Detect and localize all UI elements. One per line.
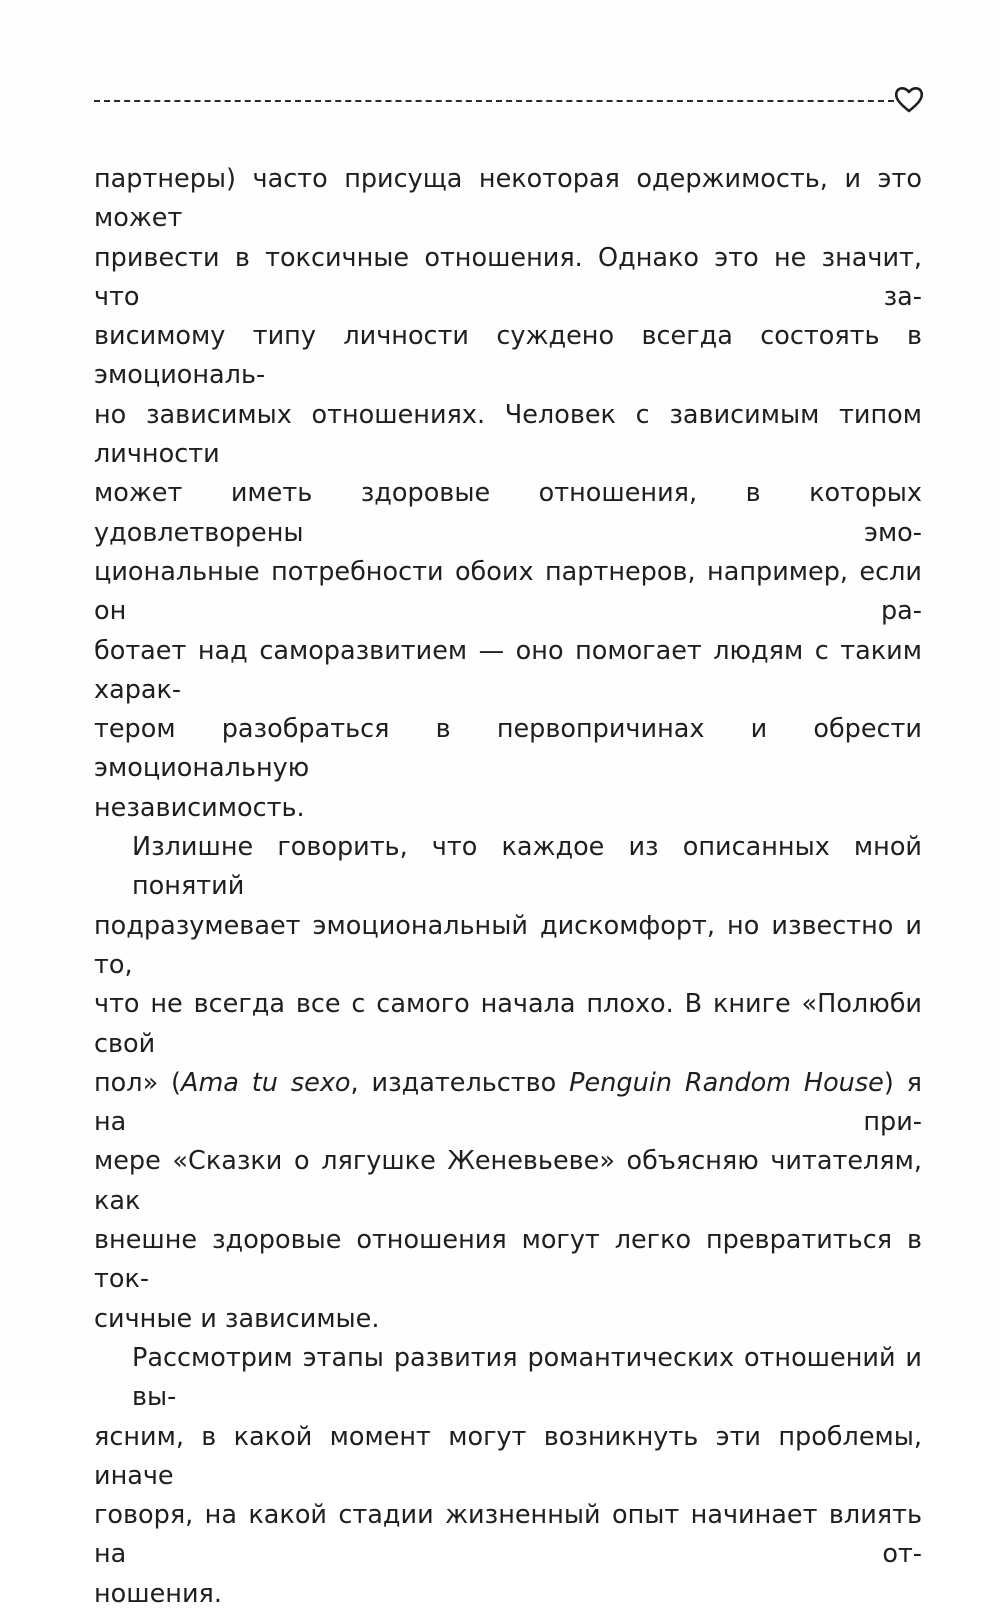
- text-line: внешне здоровые отношения могут легко превратиться в ток-: [94, 1225, 922, 1295]
- paragraph-1: [94, 160, 922, 828]
- body-text: [94, 160, 922, 1614]
- publisher-italic: Penguin Random House: [569, 1067, 884, 1098]
- text-line: говоря, на какой стадии жизненный опыт начинает влиять на от-: [94, 1500, 922, 1570]
- text-fragment: пол» (: [94, 1067, 182, 1098]
- book-title-italic: Ama tu sexo: [181, 1067, 351, 1098]
- text-line: что не всегда все с самого начала плохо. В книге «Полюби свой: [94, 989, 922, 1059]
- header-dashed-rule: [94, 100, 894, 102]
- text-line: тером разобраться в первопричинах и обрести эмоциональную: [94, 714, 922, 784]
- text-line: сичные и зависимые.: [94, 1303, 380, 1334]
- text-fragment: ) я на при-: [94, 1067, 922, 1138]
- text-line: циональные потребности обоих партнеров, например, если он ра-: [94, 556, 922, 627]
- heart-outline-icon: [893, 84, 925, 114]
- paragraph-2: [94, 828, 922, 1339]
- text-line: партнеры) часто присуща некоторая одержимость, и это может: [94, 164, 922, 234]
- text-line: висимому типу личности суждено всегда состоять в эмоциональ-: [94, 321, 922, 391]
- text-line: подразумевает эмоциональный дискомфорт, но известно и то,: [94, 910, 922, 980]
- text-line: мере «Сказки о лягушке Женевьеве» объясняю читателям, как: [94, 1146, 922, 1216]
- text-line: Рассмотрим этапы развития романтических отношений и вы-: [132, 1342, 922, 1413]
- text-line: ношения.: [94, 1578, 222, 1609]
- text-line: ботает над саморазвитием — оно помогает людям с таким харак-: [94, 635, 922, 705]
- text-line: привести в токсичные отношения. Однако это не значит, что за-: [94, 242, 922, 312]
- text-line: независимость.: [94, 792, 305, 823]
- text-line: ясним, в какой момент могут возникнуть эти проблемы, иначе: [94, 1421, 922, 1491]
- paragraph-3: [94, 1339, 922, 1614]
- text-line: но зависимых отношениях. Человек с зависимым типом личности: [94, 399, 922, 470]
- text-line: Излишне говорить, что каждое из описанных мной понятий: [132, 832, 922, 902]
- text-fragment: , издательство: [350, 1067, 570, 1098]
- text-line: может иметь здоровые отношения, в которых удовлетворены эмо-: [94, 478, 922, 548]
- text-line-with-italics: [94, 1064, 922, 1143]
